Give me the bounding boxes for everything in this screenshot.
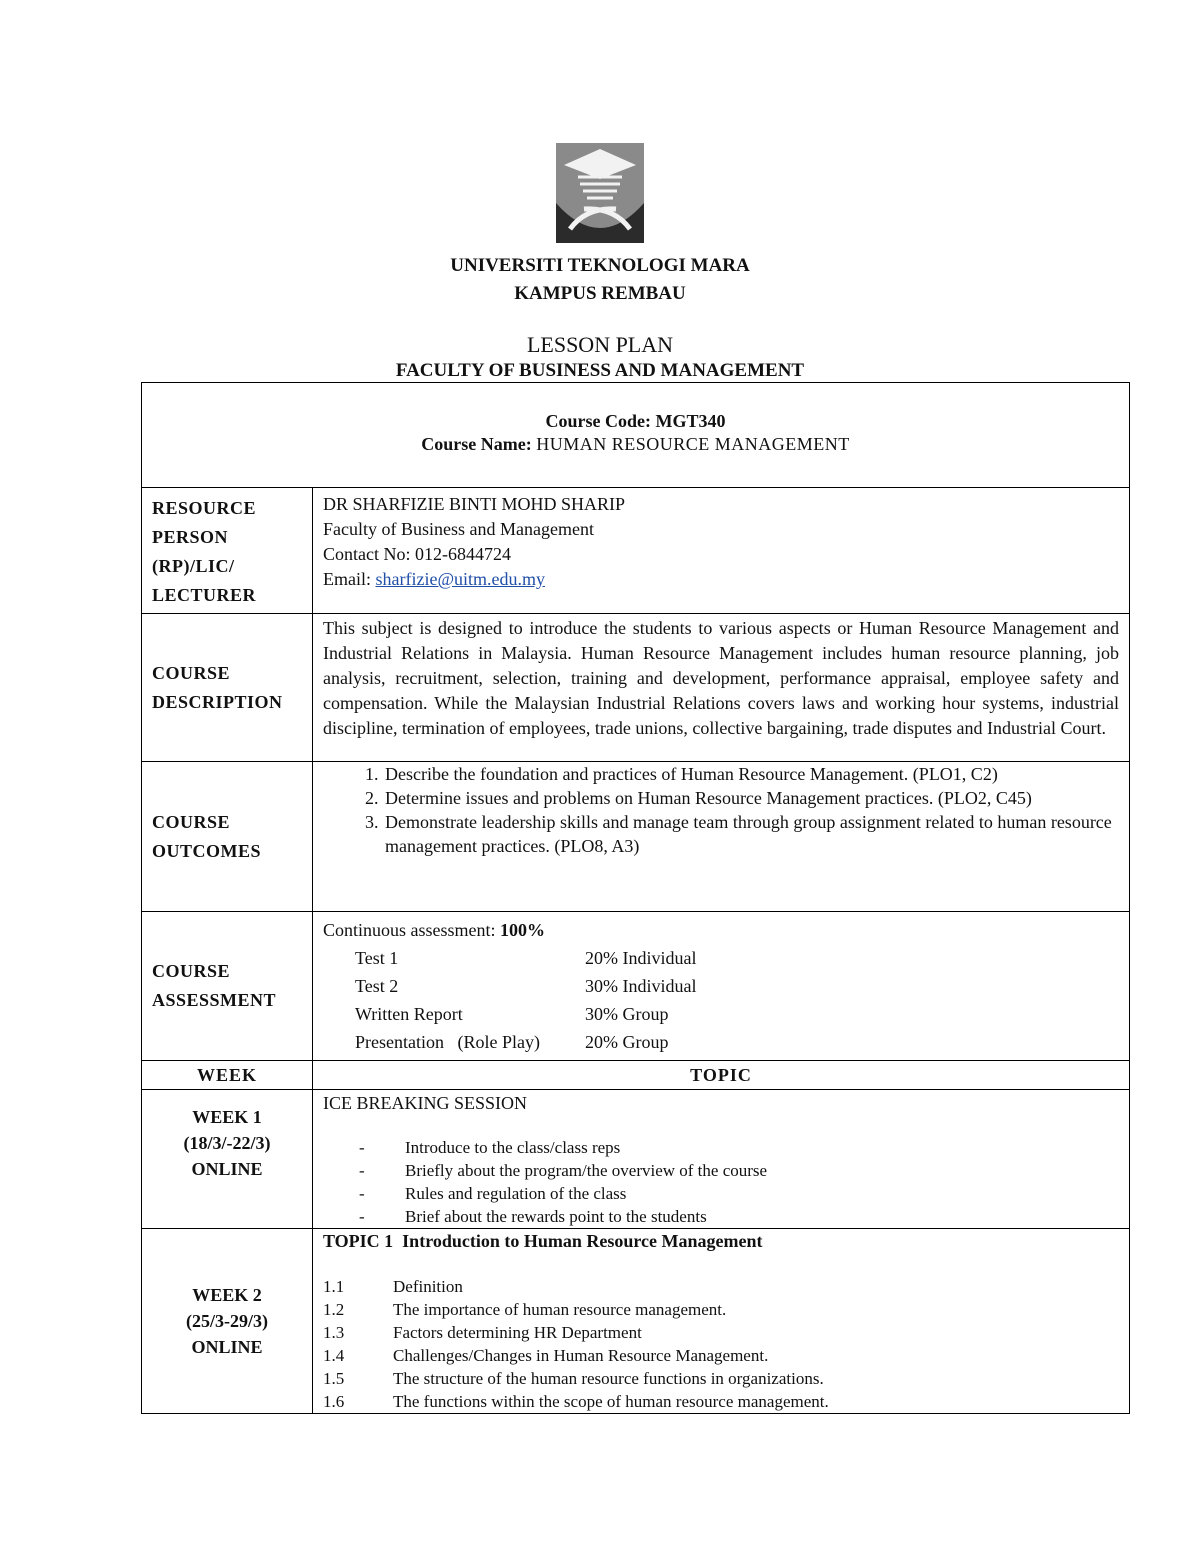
list-item: - Introduce to the class/class reps: [323, 1136, 1119, 1159]
subtopic-item: 1.2 The importance of human resource management.: [323, 1300, 727, 1319]
outcome-item: 1. Describe the foundation and practices of Human Resource Management. (PLO1, C2): [383, 762, 1129, 786]
email-link[interactable]: sharfizie@uitm.edu.my: [375, 569, 546, 589]
schedule-header-row: [142, 1061, 1130, 1090]
assessment-intro: Continuous assessment: 100%: [323, 920, 546, 940]
week-label: WEEK 2 (25/3-29/3) ONLINE: [142, 1229, 313, 1414]
outcome-item: 2. Determine issues and problems on Human Resource Management practices. (PLO2, C45): [383, 786, 1129, 810]
course-header-row: [142, 383, 1130, 488]
outcomes-list: [313, 762, 1129, 858]
course-outcomes-label: COURSE OUTCOMES: [142, 762, 313, 912]
course-assessment-row: [142, 912, 1130, 1061]
course-description-label: COURSE DESCRIPTION: [142, 614, 313, 762]
topic-title: TOPIC 1 Introduction to Human Resource Management: [323, 1231, 763, 1251]
lesson-plan-table: [141, 382, 1130, 1414]
assessment-item: Test 1 20% Individual: [355, 948, 697, 968]
course-name: Course Name: HUMAN RESOURCE MANAGEMENT: [421, 434, 850, 454]
list-item: - Brief about the rewards point to the students: [323, 1205, 1119, 1228]
resource-person-label: RESOURCE PERSON (RP)/LIC/ LECTURER: [142, 488, 313, 614]
lecturer-email: Email: sharfizie@uitm.edu.my: [323, 569, 546, 589]
course-code: Course Code: MGT340: [545, 411, 726, 431]
list-item: - Briefly about the program/the overview of the course: [323, 1159, 1119, 1182]
subtopic-item: 1.1 Definition: [323, 1277, 463, 1296]
subtopic-item: 1.5 The structure of the human resource functions in organizations.: [323, 1369, 824, 1388]
university-name: UNIVERSITI TEKNOLOGI MARA: [450, 255, 750, 276]
assessment-item: Test 2 30% Individual: [355, 976, 697, 996]
topic-title: ICE BREAKING SESSION: [323, 1093, 528, 1113]
course-outcomes-row: [142, 762, 1130, 912]
week-column-header: WEEK: [142, 1061, 313, 1090]
assessment-item: Presentation (Role Play) 20% Group: [355, 1032, 669, 1052]
subtopic-item: 1.4 Challenges/Changes in Human Resource Management.: [323, 1346, 769, 1365]
topic-list: [323, 1136, 1119, 1228]
subtopic-item: 1.6 The functions within the scope of human resource management.: [323, 1392, 829, 1411]
university-logo: [556, 143, 644, 243]
campus-name: KAMPUS REMBAU: [514, 283, 686, 304]
lecturer-name: DR SHARFIZIE BINTI MOHD SHARIP: [323, 494, 626, 514]
list-item: - Rules and regulation of the class: [323, 1182, 1119, 1205]
lecturer-contact: Contact No: 012-6844724: [323, 544, 511, 564]
topic-column-header: TOPIC: [313, 1061, 1130, 1090]
course-assessment-label: COURSE ASSESSMENT: [142, 912, 313, 1061]
lecturer-faculty: Faculty of Business and Management: [323, 519, 594, 539]
faculty-name: FACULTY OF BUSINESS AND MANAGEMENT: [395, 360, 805, 381]
subtopic-item: 1.3 Factors determining HR Department: [323, 1323, 642, 1342]
document-title: LESSON PLAN: [526, 332, 674, 357]
week-row: [142, 1229, 1130, 1414]
course-description-text: This subject is designed to introduce the students to various aspects or Human Resource Management and Industrial Relations in Malaysia. Human Resource Management includes human resource planning, job analysis, recruitment, selection, training and development, performance appraisal, employee safety and compensation. While the Malaysian Industrial Relations covers laws and working hour systems, industrial discipline, termination of employees, trade unions, collective bargaining, trade disputes and Industrial Court.: [313, 614, 1130, 762]
week-label: WEEK 1 (18/3/-22/3) ONLINE: [142, 1090, 313, 1229]
resource-person-row: [142, 488, 1130, 614]
course-description-row: [142, 614, 1130, 762]
outcome-item: 3. Demonstrate leadership skills and manage team through group assignment related to human resource management practices. (PLO8, A3): [383, 810, 1129, 858]
assessment-item: Written Report 30% Group: [355, 1004, 669, 1024]
week-row: [142, 1090, 1130, 1229]
